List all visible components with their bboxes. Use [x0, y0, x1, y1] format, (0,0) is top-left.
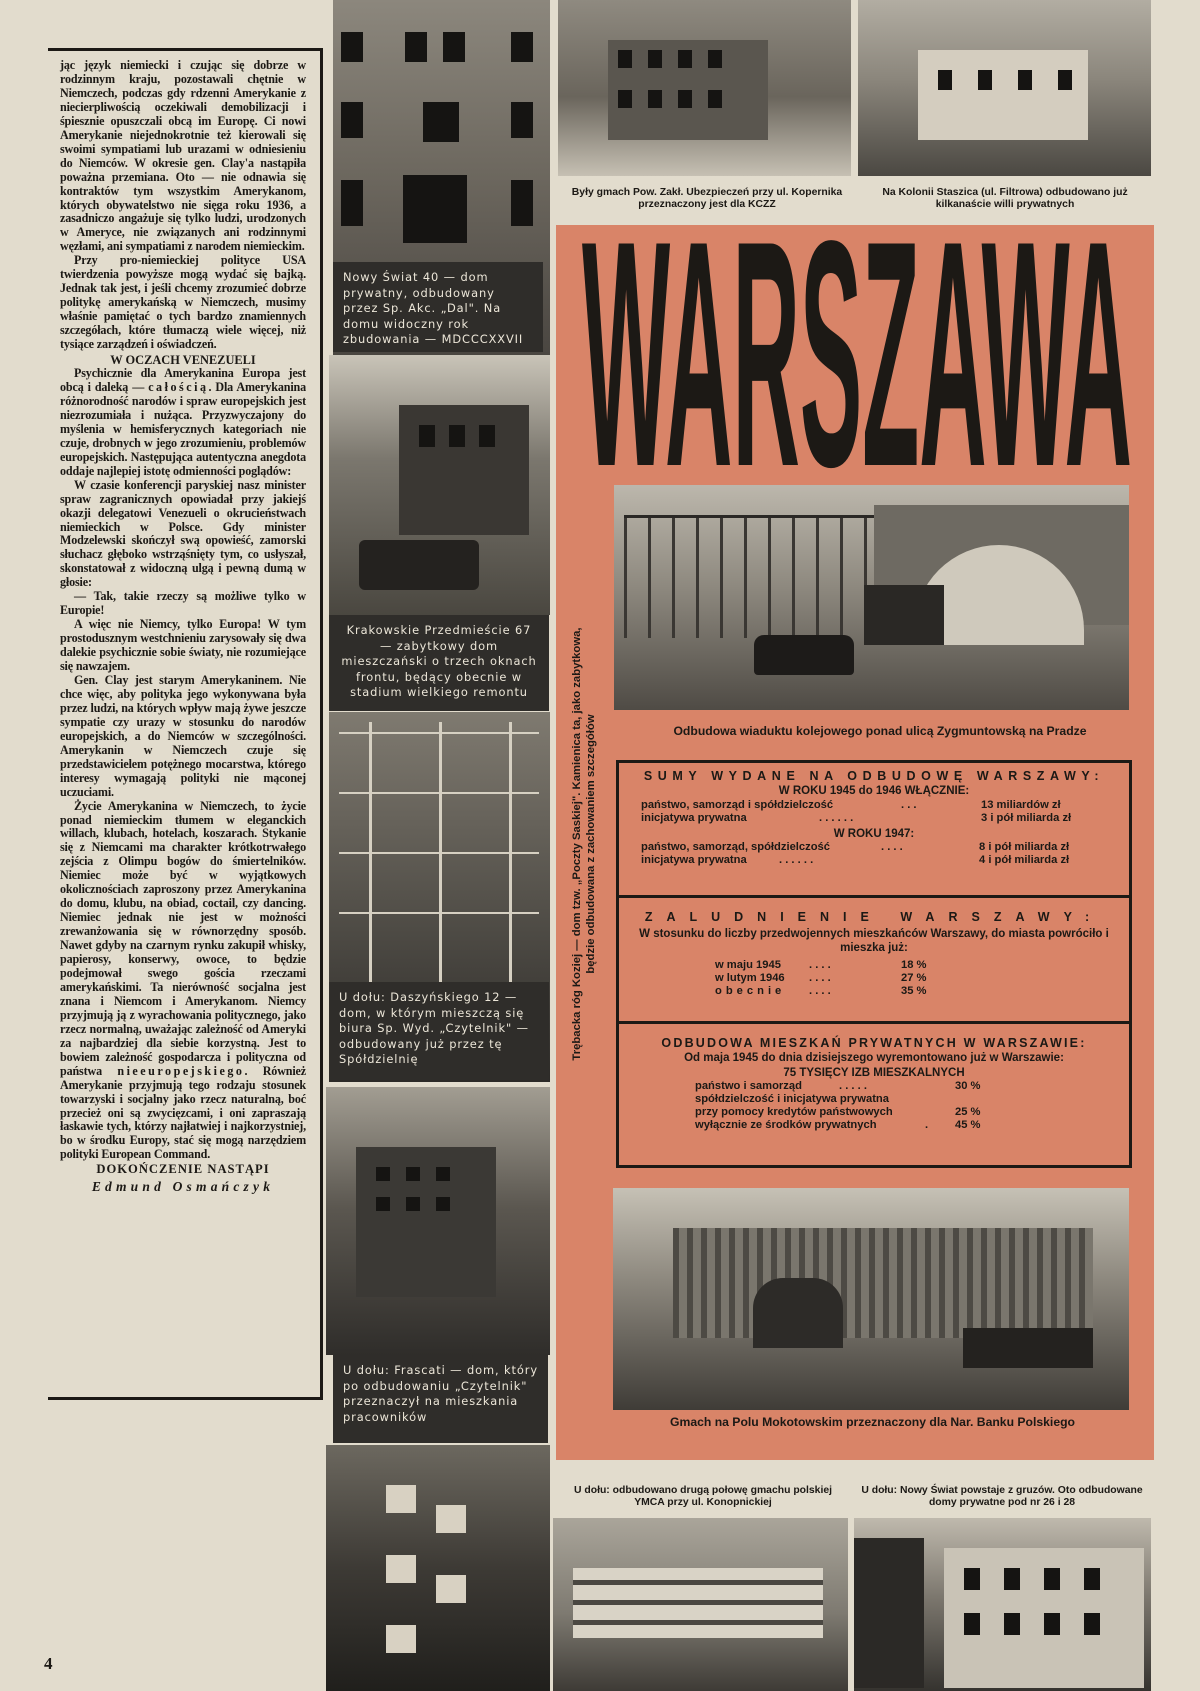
article-subheading: W OCZACH VENEZUELI	[110, 353, 256, 368]
sums-subheading-2: W ROKU 1947:	[833, 827, 915, 840]
private-subheading: Od maja 1945 do dnia dzisiejszego wyremontowano już w Warszawie:	[684, 1052, 1064, 1064]
private-subheading-2: 75 TYSIĘCY IZB MIESZKALNYCH	[783, 1066, 965, 1079]
private-row: wyłącznie ze środków prywatnych . 45 %	[695, 1119, 981, 1131]
caption-pole-mokotowskie: Gmach na Polu Mokotowskim przeznaczony dla Nar. Banku Polskiego	[670, 1415, 1075, 1429]
private-row: państwo i samorząd . . . . . 30 %	[695, 1080, 981, 1092]
photo-ymca	[553, 1518, 848, 1691]
caption-kopernika: Były gmach Pow. Zakł. Ubezpieczeń przy ul. Kopernika przeznaczony jest dla KCZZ	[571, 187, 843, 210]
photo-wiadukt	[614, 485, 1129, 710]
caption-kolonia-staszica: Na Kolonii Staszica (ul. Filtrowa) odbudowano już kilkanaście willi prywatnych	[882, 187, 1128, 210]
article-paragraph: A więc nie Niemcy, tylko Europa! W tym prostodusznym westchnieniu zarysowały się dwa dalekie psychicznie sobie światy, nie rozumiejące się nawzajem.	[60, 617, 306, 674]
caption-krakowskie-przedmiescie: Krakowskie Przedmieście 67 — zabytkowy dom mieszczański o trzech oknach frontu, będący obecnie w stadium wielkiego remontu	[329, 615, 549, 711]
article-paragraph: W czasie konferencji paryskiej nasz minister spraw zagranicznych opowiadał przy jakiejś okazji delegatowi Venezueli o okrucieństwach niemieckich w Polsce. Gdy minister Modzelewski skończył swą opowieść, zamorski słuchacz głęboko wstrząśnięty tym, co usłyszał, skonstatował z widoczną ulgą i pewną dumą w głosie:	[60, 477, 306, 590]
sums-subheading-1: W ROKU 1945 do 1946 WŁĄCZNIE:	[778, 785, 970, 797]
warszawa-title	[579, 233, 1136, 473]
caption-nowy-swiat-40: Nowy Świat 40 — dom prywatny, odbudowany przez Sp. Akc. „Dal". Na domu widoczny rok zbudowania — MDCCCXXVII	[333, 262, 543, 352]
article-paragraph: Życie Amerykanina w Niemczech, to życie ponad niemieckim tłumem w eleganckich willach, klubach, hotelach, koszarach. Stykanie się z Niemcami ma charakter krótkotrwałego zejścia z Olimpu bogów do śmiertelników. Niemiec może być w wyjątkowych okolicznościach zaproszony przez Amerykanina do domu, klubu, na obiad, coctail, czy dancing. Niemiec jednak nie jest w możności zrewanżowania się w równorzędny sposób. Nawet gdyby na czarnym rynku zakupił whisky, papierosy, konserwy, owoce, to będzie podejmował swego gościa rzeczami amerykańskimi. Ta nierówność socjalna jest znana i Niemcom i Amerykanom. Niemcy przyjmują ją z wyrachowania politycznego, jako rzecz normalną, uważając zależność od Ameryki za najbardziej dla siebie korzystną. Jest to bowiem zależność gospodarcza i polityczna od państwa nieeuropejskiego. Również Amerykanie przyjmują tego rodzaju stosunek towarzyski i socjalny jako rzecz naturalną, boć przecież oni są zwycięzcami, i oni zapraszają łaskawie tych, którzy najłatwiej i najkorzystniej, bo w środku Europy, stać się mogą narzędziem polityki European Command.	[60, 798, 306, 1162]
article-paragraph: Przy pro-niemieckiej polityce USA twierdzenia powyższe mogą wydać się bajką. Jednak tak jest, i jeśli chcemy zrozumieć dobrze politykę amerykańską w Niemczech, musimy właśnie pamiętać o tych bardzo znamiennych szczegółach, które tłumaczą wiele więcej, niż tysiące zarządzeń i oświadczeń.	[60, 253, 306, 352]
population-table	[616, 898, 1132, 1024]
sums-heading: SUMY WYDANE NA ODBUDOWĘ WARSZAWY:	[643, 769, 1105, 783]
photo-nowy-swiat-26-28	[854, 1518, 1151, 1691]
article-column	[48, 48, 323, 1400]
photo-kolonia-staszica	[858, 0, 1151, 176]
continued-note: DOKOŃCZENIE NASTĄPI	[96, 1162, 270, 1177]
caption-wiadukt: Odbudowa wiaduktu kolejowego ponad ulicą Zygmuntowską na Pradze	[673, 724, 1087, 738]
page-number: 4	[44, 1654, 53, 1673]
author-signature: Edmund Osmańczyk	[91, 1179, 275, 1195]
private-heading: ODBUDOWA MIESZKAŃ PRYWATNYCH W WARSZAWIE:	[661, 1036, 1087, 1050]
population-heading: ZALUDNIENIE WARSZAWY:	[644, 910, 1104, 924]
caption-nowy-swiat-26-28: U dołu: Nowy Świat powstaje z gruzów. Oto odbudowane domy prywatne pod nr 26 i 28	[861, 1485, 1143, 1508]
population-row: w lutym 1946 . . . . 27 %	[715, 972, 927, 984]
article-paragraph: Gen. Clay jest starym Amerykaninem. Nie chce więc, aby polityka jego wykonywana była przez ludzi, na których wpływ mają żywe jeszcze sympatie czy urazy w stosunku do narodów europejskich, a do Niemców w szczególności. Amerykanin w Niemczech czuje się przedstawicielem potężnego mocarstwa, którego interesy wymagają polityki nie mąconej uczuciami.	[60, 672, 306, 799]
sums-row: inicjatywa prywatna . . . . . . 3 i pół miliarda zł	[641, 811, 1072, 824]
private-reconstruction-table	[616, 1024, 1132, 1168]
caption-daszynskiego-12: U dołu: Daszyńskiego 12 — dom, w którym mieszczą się biura Sp. Wyd. „Czytelnik" — odbudowany już przez tę Spółdzielnię	[329, 982, 549, 1080]
photo-ymca-building-corner	[326, 1445, 550, 1691]
article-paragraph: Psychicznie dla Amerykanina Europa jest obcą i daleką — całością. Dla Amerykanina różnorodność narodów i spraw europejskich jest niezrozumiała i nużąca. Przyzwyczajony do myślenia w hemisferycznych kategoriach nie czuje, drobnych w jego zrozumieniu, problemów europejskich. Następująca autentyczna anegdota oddaje najlepiej istotę odmienności poglądów:	[60, 366, 306, 478]
caption-ymca: U dołu: odbudowano drugą połowę gmachu polskiej YMCA przy ul. Konopnickiej	[573, 1485, 833, 1508]
population-subheading: W stosunku do liczby przedwojennych mieszkańców Warszawy, do miasta powróciło i mieszka już:	[639, 928, 1109, 954]
photo-pole-mokotowskie	[613, 1188, 1129, 1410]
sums-row: państwo, samorząd, spółdzielczość . . . . 8 i pół miliarda zł	[641, 841, 1070, 853]
sums-table	[616, 760, 1132, 898]
caption-frascati: U dołu: Frascati — dom, który po odbudowaniu „Czytelnik" przeznaczył na mieszkania pracowników	[333, 1355, 548, 1443]
photo-krakowskie-przedmiescie	[329, 355, 550, 615]
private-row: spółdzielczość i inicjatywa prywatna	[695, 1093, 889, 1105]
photo-frascati	[326, 1087, 550, 1355]
article-paragraph: jąc język niemiecki i czując się dobrze w rodzinnym kraju, pozostawali chętnie w Niemczech, podczas gdy rdzenni Amerykanie z niecierpliwością oczekiwali demobilizacji i śpiesznie opuszczali obcą im Europę. Ci nowi Amerykanie niejednokrotnie też kierowali się swoimi sympatiami lub urazami w odniesieniu do Niemców. W okresie gen. Clay'a nastąpiła poważna przemiana. Oto — nie odnawia się kontraktów tym wszystkim Amerykanom, których obywatelstwo nie sięga roku 1936, a zasadniczo angażuje się tylko ludzi, urodzonych w Ameryce, nie związanych ani rodzinnymi węzłami, ani sympatiami z narodem niemieckim.	[60, 58, 306, 254]
sums-row: państwo, samorząd i spółdzielczość . . . 13 miliardów zł	[641, 798, 1061, 811]
population-row: obecnie . . . . 35 %	[715, 985, 927, 997]
article-paragraph: — Tak, takie rzeczy są możliwe tylko w Europie!	[60, 589, 306, 618]
svg-text:WARSZAWA: WARSZAWA	[582, 233, 1132, 473]
population-row: w maju 1945 . . . . 18 %	[715, 959, 927, 971]
caption-kozlej-vertical: Trębacka róg Koziej — dom tzw. „Poczty Saskiej". Kamienica ta, jako zabytkowa, będzie odbudowana z zachowaniem szczegółów	[571, 627, 597, 1061]
private-row: przy pomocy kredytów państwowych 25 %	[695, 1106, 981, 1118]
photo-kopernika	[558, 0, 851, 176]
sums-row: inicjatywa prywatna . . . . . . 4 i pół miliarda zł	[641, 854, 1070, 866]
